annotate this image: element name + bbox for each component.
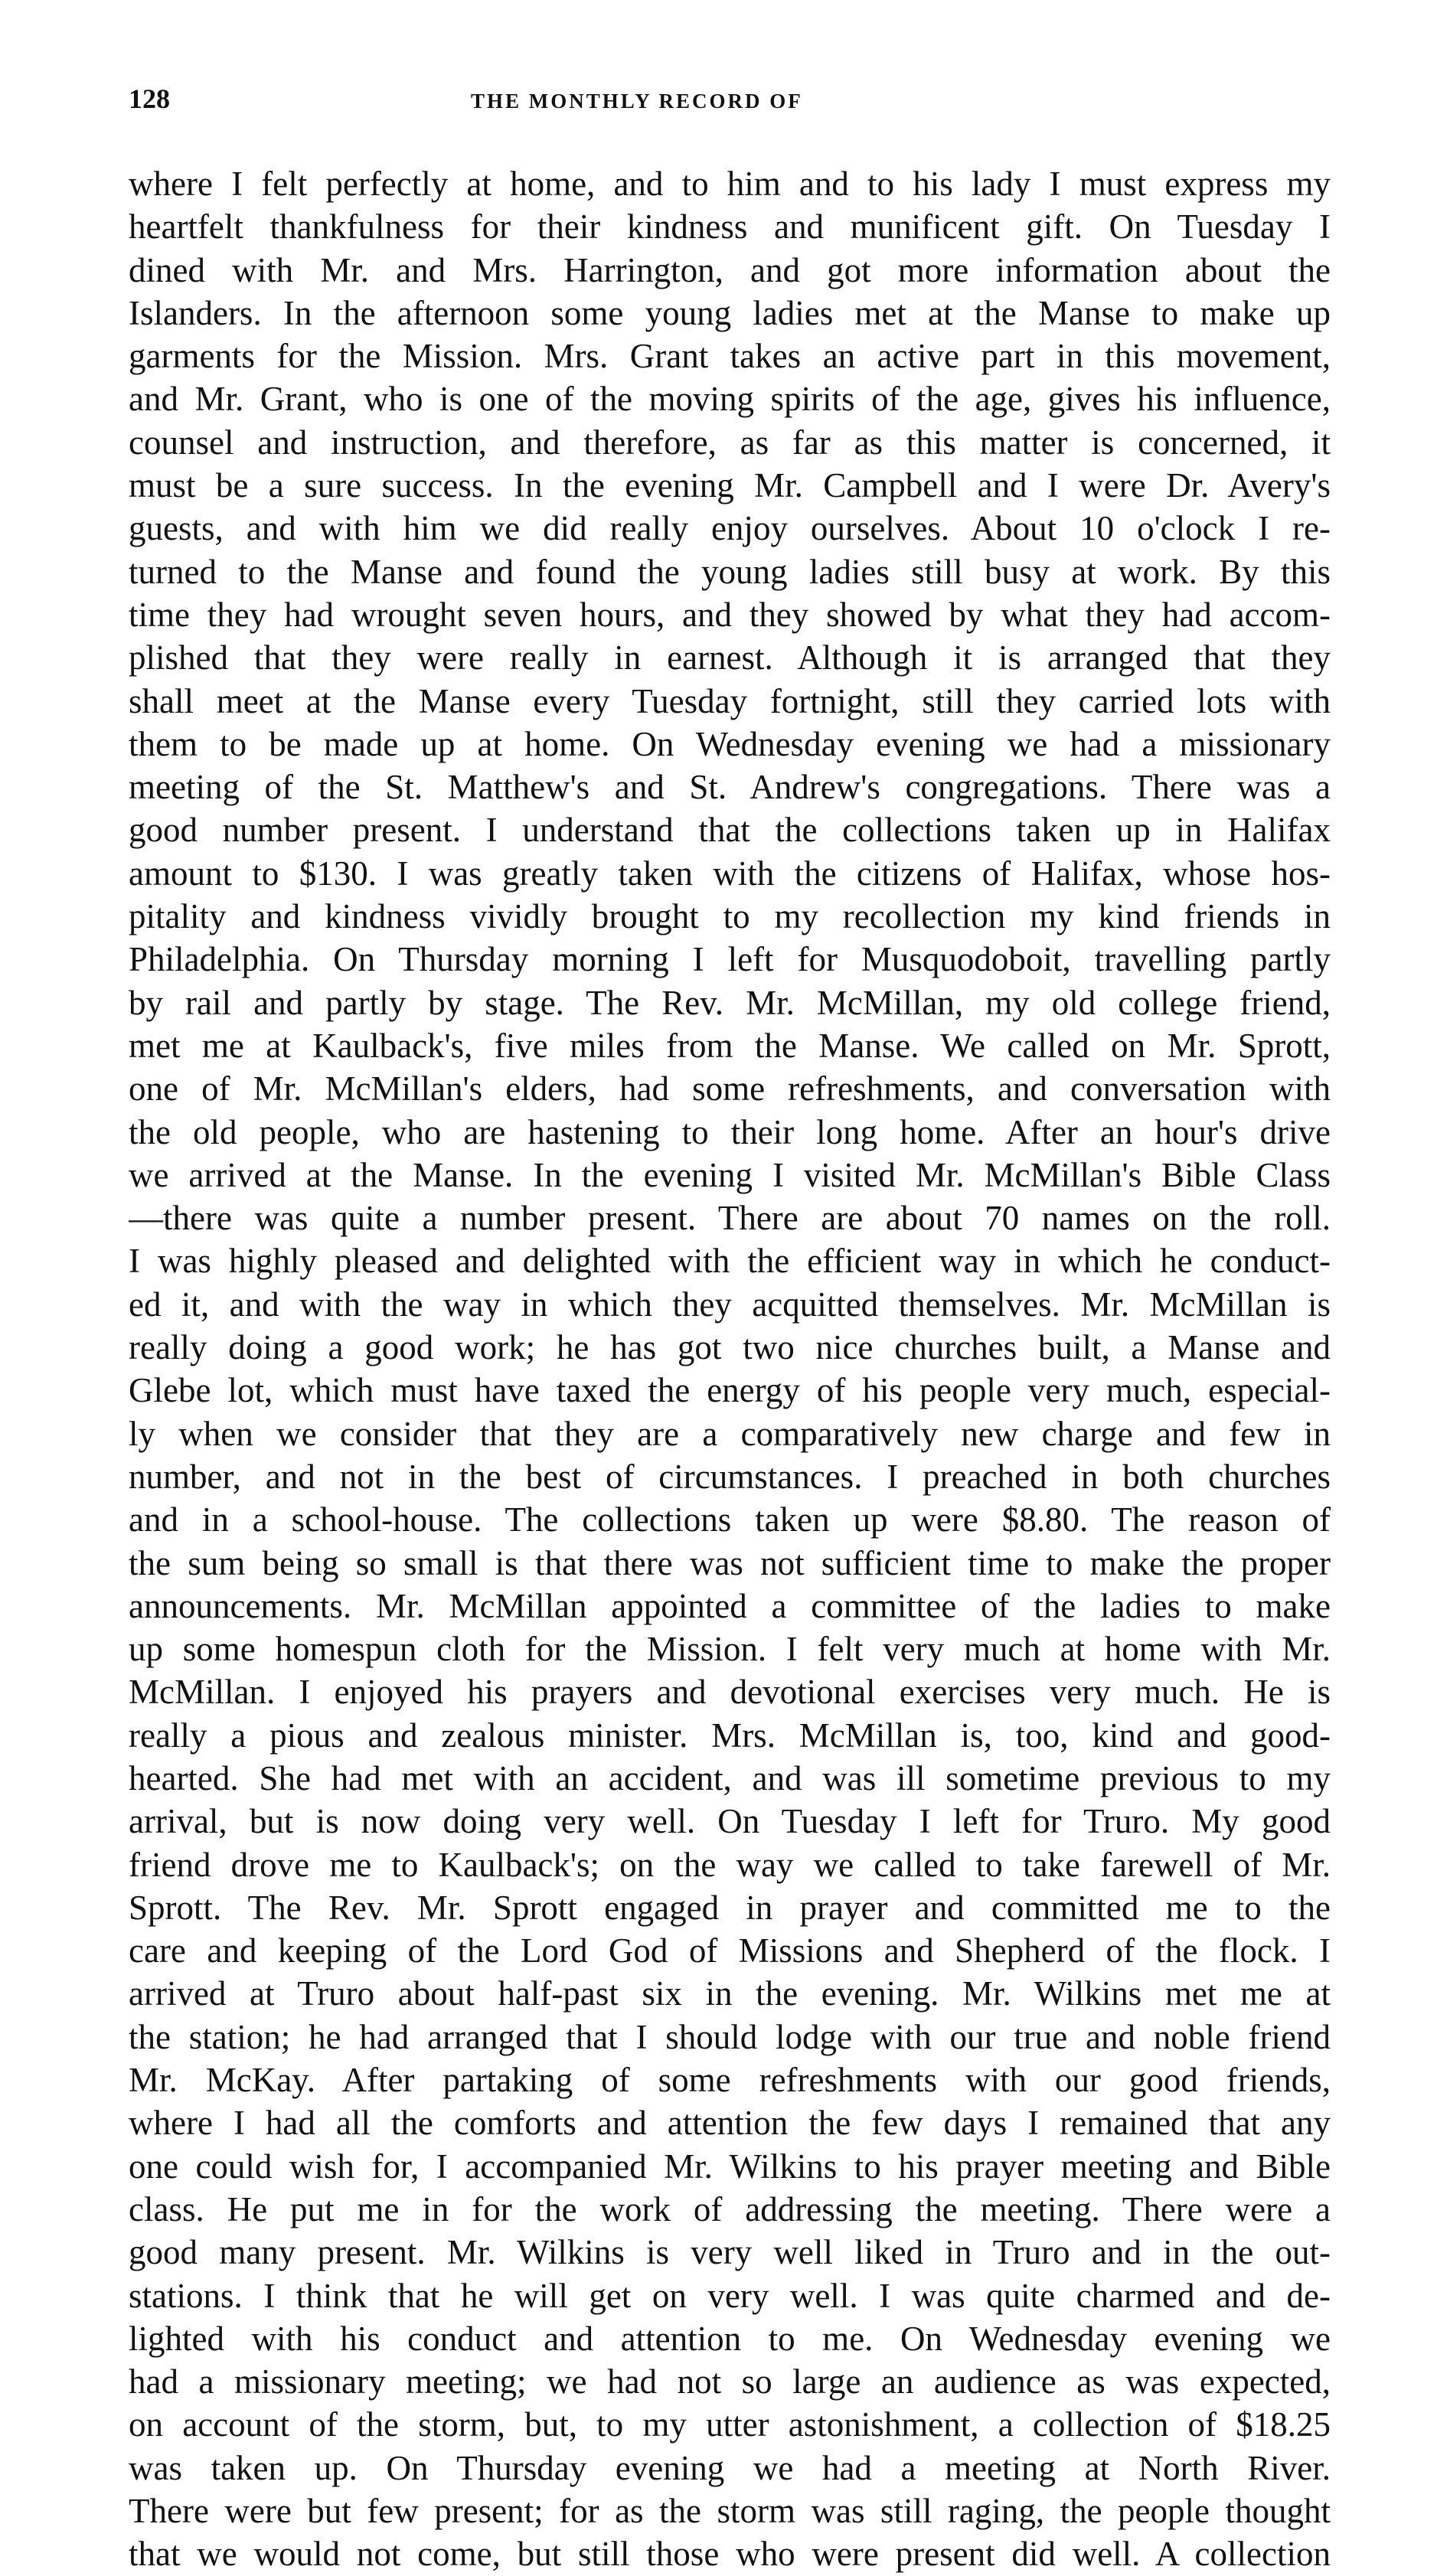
text-line: counsel and instruction, and therefore, as far as this matter is concerned, it xyxy=(129,423,1331,462)
text-line: meeting of the St. Matthew's and St. Andrew's congregations. There was a xyxy=(129,768,1331,807)
text-line: good number present. I understand that the collections taken up in Halifax xyxy=(129,811,1331,850)
text-line: really a pious and zealous minister. Mrs. McMillan is, too, kind and good- xyxy=(129,1716,1331,1755)
text-line: and Mr. Grant, who is one of the moving spirits of the age, gives his influence, xyxy=(129,380,1331,419)
text-line: had a missionary meeting; we had not so large an audience as was expected, xyxy=(129,2362,1331,2401)
text-line: turned to the Manse and found the young ladies still busy at work. By this xyxy=(129,552,1331,591)
text-line: garments for the Mission. Mrs. Grant takes an active part in this movement, xyxy=(129,337,1331,376)
text-line: must be a sure success. In the evening Mr. Campbell and I were Dr. Avery's xyxy=(129,466,1331,505)
text-line: pitality and kindness vividly brought to my recollection my kind friends in xyxy=(129,897,1331,936)
text-line: Glebe lot, which must have taxed the energy of his people very much, especial- xyxy=(129,1371,1331,1410)
text-line: Islanders. In the afternoon some young ladies met at the Manse to make up xyxy=(129,293,1331,332)
text-line: the sum being so small is that there was not sufficient time to make the proper xyxy=(129,1543,1331,1582)
text-line: There were but few present; for as the storm was still raging, the people thought xyxy=(129,2492,1331,2531)
text-line: dined with Mr. and Mrs. Harrington, and got more information about the xyxy=(129,250,1331,289)
text-line: really doing a good work; he has got two nice churches built, a Manse and xyxy=(129,1328,1331,1367)
text-line: Mr. McKay. After partaking of some refreshments with our good friends, xyxy=(129,2061,1331,2100)
page-number: 128 xyxy=(129,83,170,114)
text-line: ly when we consider that they are a comparatively new charge and few in xyxy=(129,1414,1331,1453)
text-line: lighted with his conduct and attention to me. On Wednesday evening we xyxy=(129,2319,1331,2358)
text-line: arrival, but is now doing very well. On Tuesday I left for Truro. My good xyxy=(129,1802,1331,1841)
text-line: was taken up. On Thursday evening we had a meeting at North River. xyxy=(129,2448,1331,2487)
text-line: friend drove me to Kaulback's; on the way we called to take farewell of Mr. xyxy=(129,1845,1331,1884)
text-line: shall meet at the Manse every Tuesday fortnight, still they carried lots with xyxy=(129,681,1331,720)
text-line: and in a school-house. The collections taken up were $8.80. The reason of xyxy=(129,1500,1331,1539)
text-line: announcements. Mr. McMillan appointed a committee of the ladies to make xyxy=(129,1586,1331,1625)
text-line: care and keeping of the Lord God of Missions and Shepherd of the flock. I xyxy=(129,1931,1331,1970)
text-line: plished that they were really in earnest. Although it is arranged that they xyxy=(129,638,1331,677)
text-line: that we would not come, but still those who were present did well. A collection xyxy=(129,2535,1331,2574)
text-line: one of Mr. McMillan's elders, had some refreshments, and conversation with xyxy=(129,1069,1331,1108)
text-line: heartfelt thankfulness for their kindness and munificent gift. On Tuesday I xyxy=(129,207,1331,246)
text-line: time they had wrought seven hours, and they showed by what they had accom- xyxy=(129,595,1331,634)
text-line: by rail and partly by stage. The Rev. Mr. McMillan, my old college friend, xyxy=(129,983,1331,1022)
text-line: the station; he had arranged that I should lodge with our true and noble friend xyxy=(129,2017,1331,2056)
text-line: on account of the storm, but, to my utter astonishment, a collection of $18.25 xyxy=(129,2405,1331,2444)
running-head xyxy=(129,83,1331,129)
body-paragraph xyxy=(129,162,1331,2576)
text-line: number, and not in the best of circumstances. I preached in both churches xyxy=(129,1457,1331,1496)
document-page xyxy=(129,83,1331,2576)
text-line: good many present. Mr. Wilkins is very well liked in Truro and in the out- xyxy=(129,2233,1331,2272)
text-line: amount to $130. I was greatly taken with the citizens of Halifax, whose hos- xyxy=(129,854,1331,893)
text-line: ed it, and with the way in which they acquitted themselves. Mr. McMillan is xyxy=(129,1285,1331,1324)
text-line: arrived at Truro about half-past six in the evening. Mr. Wilkins met me at xyxy=(129,1974,1331,2013)
text-line: up some homespun cloth for the Mission. I felt very much at home with Mr. xyxy=(129,1630,1331,1669)
text-line: stations. I think that he will get on very well. I was quite charmed and de- xyxy=(129,2276,1331,2315)
running-title: THE MONTHLY RECORD OF xyxy=(471,90,803,113)
text-line: Sprott. The Rev. Mr. Sprott engaged in prayer and committed me to the xyxy=(129,1888,1331,1927)
text-line: hearted. She had met with an accident, and was ill sometime previous to my xyxy=(129,1758,1331,1797)
text-line: one could wish for, I accompanied Mr. Wilkins to his prayer meeting and Bible xyxy=(129,2147,1331,2186)
text-line: the old people, who are hastening to their long home. After an hour's drive xyxy=(129,1112,1331,1151)
text-line: we arrived at the Manse. In the evening I visited Mr. McMillan's Bible Class xyxy=(129,1155,1331,1194)
text-line: McMillan. I enjoyed his prayers and devotional exercises very much. He is xyxy=(129,1673,1331,1712)
text-line: met me at Kaulback's, five miles from the Manse. We called on Mr. Sprott, xyxy=(129,1026,1331,1065)
text-line: —there was quite a number present. There are about 70 names on the roll. xyxy=(129,1199,1331,1238)
text-line: where I felt perfectly at home, and to him and to his lady I must express my xyxy=(129,165,1331,203)
text-line: where I had all the comforts and attention the few days I remained that any xyxy=(129,2104,1331,2143)
text-line: class. He put me in for the work of addressing the meeting. There were a xyxy=(129,2189,1331,2228)
text-line: I was highly pleased and delighted with the efficient way in which he conduct- xyxy=(129,1242,1331,1281)
text-line: guests, and with him we did really enjoy ourselves. About 10 o'clock I re- xyxy=(129,509,1331,548)
text-line: them to be made up at home. On Wednesday evening we had a missionary xyxy=(129,724,1331,763)
text-line: Philadelphia. On Thursday morning I left for Musquodoboit, travelling partly xyxy=(129,940,1331,979)
